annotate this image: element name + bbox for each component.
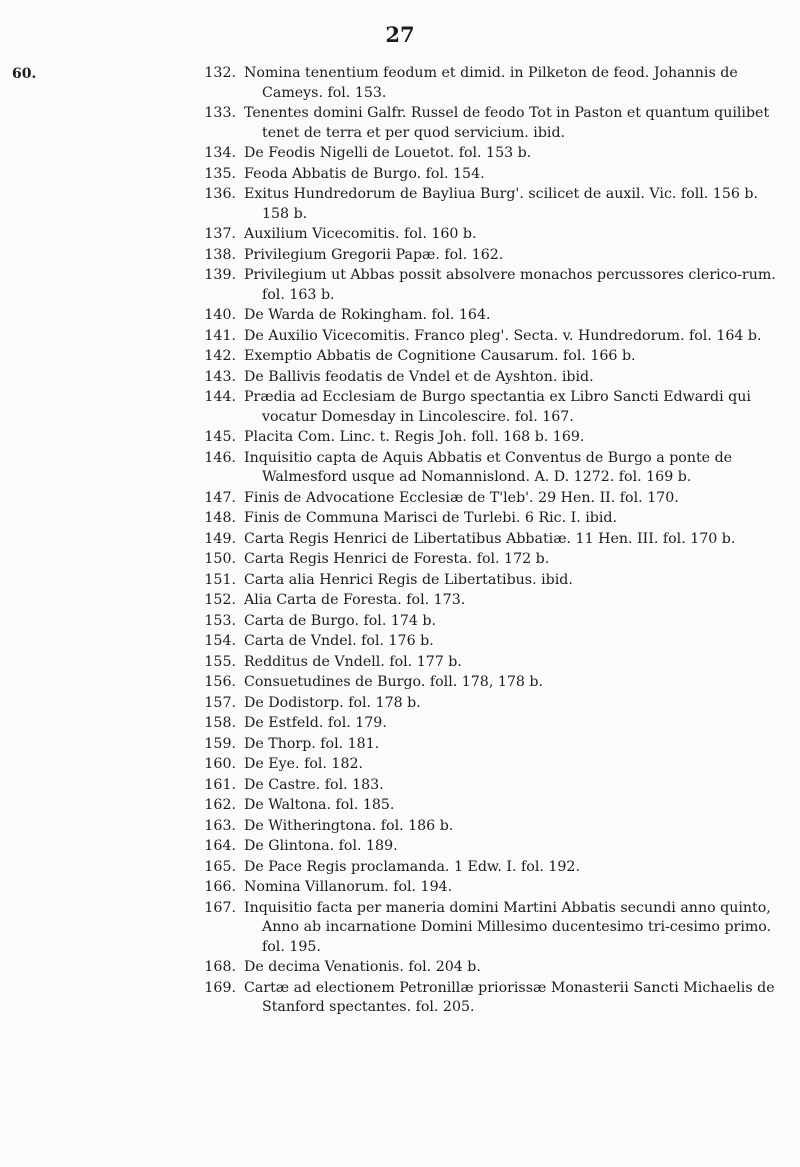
list-item: [0, 673, 800, 693]
entry-number: 164.: [204, 838, 236, 854]
entry-number: 151.: [204, 571, 236, 588]
entry-text: Placita Com. Linc. t. Regis Joh. foll. 168 b. 169.: [244, 429, 585, 445]
entry-number: 150.: [204, 551, 236, 567]
entry-number: 153.: [204, 612, 236, 629]
list-item: [0, 449, 800, 488]
entry-text: Prædia ad Ecclesiam de Burgo spectantia ex Libro Sancti Edwardi qui vocatur Domesday in Lincolescire. fol. 167.: [244, 389, 751, 425]
list-item: [0, 246, 800, 266]
list-item: [0, 64, 800, 103]
entry-number: 168.: [204, 959, 236, 975]
entry-text: Finis de Advocatione Ecclesiæ de T'leb'. 29 Hen. II. fol. 170.: [244, 489, 679, 506]
entry-number: 142.: [204, 348, 236, 364]
entry-text: De Eye. fol. 182.: [244, 756, 364, 772]
list-item: [0, 817, 800, 837]
entry-number: 156.: [204, 674, 236, 690]
list-item: [0, 632, 800, 652]
entry-number: 135.: [204, 165, 236, 182]
entry-text: Carta alia Henrici Regis de Libertatibus. ibid.: [244, 571, 573, 588]
entry-number: 140.: [204, 307, 236, 323]
entry-text: De Pace Regis proclamanda. 1 Edw. I. fol. 192.: [244, 858, 580, 875]
entry-number: 165.: [204, 858, 236, 875]
list-item: [0, 550, 800, 570]
list-item: [0, 347, 800, 367]
entry-number: 158.: [204, 715, 236, 731]
entry-number: 154.: [204, 633, 236, 649]
entry-number: 162.: [204, 797, 236, 813]
entry-number: 133.: [204, 105, 236, 121]
entry-text: Carta Regis Henrici de Libertatibus Abbatiæ. 11 Hen. III. fol. 170 b.: [244, 530, 736, 547]
entry-text: De Dodistorp. fol. 178 b.: [244, 694, 421, 711]
entry-text: Carta Regis Henrici de Foresta. fol. 172 b.: [244, 551, 550, 567]
entry-text: De Witheringtona. fol. 186 b.: [244, 817, 454, 834]
entry-list: [0, 64, 800, 1019]
entry-number: 138.: [204, 246, 236, 263]
entry-text: De Estfeld. fol. 179.: [244, 715, 387, 731]
entry-number: 141.: [204, 327, 236, 344]
list-item: [0, 858, 800, 878]
list-item: [0, 755, 800, 775]
entry-number: 149.: [204, 530, 236, 547]
entry-text: Tenentes domini Galfr. Russel de feodo Tot in Paston et quantum quilibet tenet de terra et per quod servicium. ibid.: [244, 105, 770, 141]
entry-text: Carta de Vndel. fol. 176 b.: [244, 633, 434, 649]
entry-text: Carta de Burgo. fol. 174 b.: [244, 612, 437, 629]
entry-number: 148.: [204, 510, 236, 526]
entry-text: De decima Venationis. fol. 204 b.: [244, 959, 481, 975]
list-item: [0, 591, 800, 611]
entry-text: De Waltona. fol. 185.: [244, 797, 395, 813]
list-item: [0, 878, 800, 898]
entry-text: Privilegium Gregorii Papæ. fol. 162.: [244, 246, 504, 263]
entry-text: De Thorp. fol. 181.: [244, 735, 380, 752]
entry-text: De Auxilio Vicecomitis. Franco pleg'. Secta. v. Hundredorum. fol. 164 b.: [244, 327, 762, 344]
list-item: [0, 428, 800, 448]
list-item: [0, 694, 800, 714]
entry-number: 160.: [204, 756, 236, 772]
list-item: [0, 266, 800, 305]
entry-number: 152.: [204, 592, 236, 608]
entry-text: De Glintona. fol. 189.: [244, 838, 398, 854]
entry-number: 143.: [204, 368, 236, 385]
entry-text: De Warda de Rokingham. fol. 164.: [244, 307, 491, 323]
list-item: [0, 735, 800, 755]
entry-number: 159.: [204, 735, 236, 752]
entry-number: 155.: [204, 653, 236, 670]
entry-text: Redditus de Vndell. fol. 177 b.: [244, 653, 462, 670]
list-item: [0, 979, 800, 1018]
list-item: [0, 368, 800, 388]
entry-number: 163.: [204, 817, 236, 834]
entry-number: 145.: [204, 429, 236, 445]
list-item: [0, 958, 800, 978]
entry-number: 134.: [204, 145, 236, 161]
list-item: [0, 225, 800, 245]
list-item: [0, 837, 800, 857]
entry-text: Inquisitio facta per maneria domini Martini Abbatis secundi anno quinto, Anno ab incarnatione Domini Millesimo ducentesimo tri-cesimo primo. fol. 195.: [244, 899, 772, 955]
entry-text: Auxilium Vicecomitis. fol. 160 b.: [244, 226, 477, 242]
entry-number: 157.: [204, 694, 236, 711]
list-item: [0, 653, 800, 673]
entry-number: 136.: [204, 186, 236, 202]
list-item: [0, 509, 800, 529]
entry-text: De Feodis Nigelli de Louetot. fol. 153 b.: [244, 145, 532, 161]
entry-number: 161.: [204, 776, 236, 793]
entry-text: Consuetudines de Burgo. foll. 178, 178 b.: [244, 674, 544, 690]
entry-number: 144.: [204, 389, 236, 405]
entry-text: Privilegium ut Abbas possit absolvere monachos percussores clerico-rum. fol. 163 b.: [244, 267, 776, 303]
entry-number: 139.: [204, 267, 236, 283]
list-item: [0, 899, 800, 958]
list-item: [0, 489, 800, 509]
entry-number: 146.: [204, 449, 236, 466]
list-item: [0, 165, 800, 185]
entry-text: De Ballivis feodatis de Vndel et de Ayshton. ibid.: [244, 368, 594, 385]
entry-text: Inquisitio capta de Aquis Abbatis et Conventus de Burgo a ponte de Walmesford usque ad Nomannislond. A. D. 1272. fol. 169 b.: [244, 449, 733, 485]
list-item: [0, 612, 800, 632]
list-item: [0, 571, 800, 591]
entry-number: 167.: [204, 899, 236, 916]
entry-number: 166.: [204, 879, 236, 895]
list-item: [0, 796, 800, 816]
entry-number: 132.: [204, 65, 236, 81]
entry-text: Nomina Villanorum. fol. 194.: [244, 879, 453, 895]
entry-text: Alia Carta de Foresta. fol. 173.: [244, 592, 466, 608]
entry-text: Feoda Abbatis de Burgo. fol. 154.: [244, 165, 485, 182]
entry-text: Cartæ ad electionem Petronillæ priorissæ Monasterii Sancti Michaelis de Stanford spectantes. fol. 205.: [244, 979, 775, 1015]
list-item: [0, 144, 800, 164]
list-item: [0, 306, 800, 326]
entry-number: 137.: [204, 226, 236, 242]
page-number: 27: [385, 22, 415, 47]
entry-text: Nomina tenentium feodum et dimid. in Pilketon de feod. Johannis de Cameys. fol. 153.: [244, 65, 738, 101]
entry-text: Finis de Communa Marisci de Turlebi. 6 Ric. I. ibid.: [244, 510, 617, 526]
list-item: [0, 185, 800, 224]
list-item: [0, 776, 800, 796]
entry-text: De Castre. fol. 183.: [244, 776, 384, 793]
list-item: [0, 104, 800, 143]
entry-number: 147.: [204, 489, 236, 506]
entry-number: 169.: [204, 979, 236, 996]
section-number: 60.: [12, 66, 37, 82]
list-item: [0, 714, 800, 734]
list-item: [0, 388, 800, 427]
entry-text: Exitus Hundredorum de Bayliua Burg'. scilicet de auxil. Vic. foll. 156 b. 158 b.: [244, 186, 758, 222]
entry-text: Exemptio Abbatis de Cognitione Causarum. fol. 166 b.: [244, 348, 636, 364]
list-item: [0, 327, 800, 347]
list-item: [0, 530, 800, 550]
